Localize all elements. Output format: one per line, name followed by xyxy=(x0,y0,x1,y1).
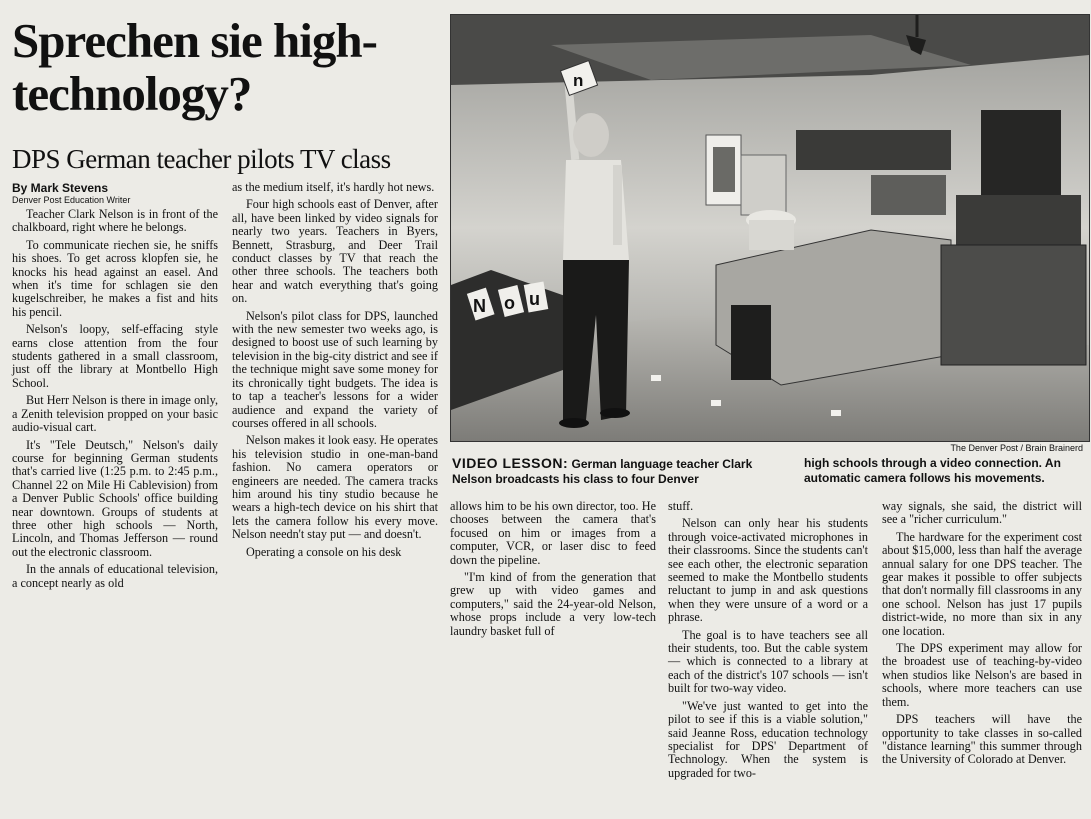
paragraph: Nelson makes it look easy. He operates his television studio in one-man-band fashion. No camera operators or engineers are needed. The camera tracks him around his tiny studio because he wears a high-tech device on his shirt that lets the camera follow his every move. Nelson needn't stay put — and doesn't. xyxy=(232,433,438,542)
paragraph: To communicate riechen sie, he sniffs his shoes. To get across klopfen sie, he knocks his head against an easel. And when it's time for schlagen sie den kugelschreiber, he makes a fist and hits his pencil. xyxy=(12,237,218,319)
photo-illustration xyxy=(451,15,1089,441)
paragraph: way signals, she said, the district will see a "richer curriculum." xyxy=(882,499,1082,527)
caption-lead: VIDEO LESSON: xyxy=(452,455,569,471)
paragraph: It's "Tele Deutsch," Nelson's daily course for beginning German students that's carried live (1:25 p.m. to 2:45 p.m., Channel 22 on Mile Hi Cablevision) from a Denver Public Schools' office building near downtown. Groups of students at three other high schools — North, Lincoln, and Thomas Jefferson — round out the electronic classroom. xyxy=(12,437,218,559)
article-column-4 xyxy=(668,500,868,784)
article-column-2 xyxy=(232,181,438,563)
paragraph: DPS teachers will have the opportunity to take classes in so-called "distance learning" this summer through the University of Colorado at Denver. xyxy=(882,712,1082,767)
paragraph: The DPS experiment may allow for the broadest use of teaching-by-video when studios like Nelson's are based in schools, where more teachers can use them. xyxy=(882,641,1082,709)
paragraph: "I'm kind of from the generation that grew up with video games and computers," said the 24-year-old Nelson, whose props include a very low-tech laundry basket full of xyxy=(450,570,656,638)
byline xyxy=(12,181,222,206)
article-column-5 xyxy=(882,500,1082,771)
paragraph: The hardware for the experiment cost about $15,000, less than half the average annual salary for one DPS teacher. The gear makes it possible to offer subjects that don't normally fill classrooms in any one school. Nelson has just 17 pupils district-wide, no more than six in any one location. xyxy=(882,529,1082,638)
board-card-letter: o xyxy=(504,293,515,313)
paragraph: "We've just wanted to get into the pilot to see if this is a viable solution," said Jeanne Ross, education technology specialist for DPS' Department of Technology. When the system is upgraded for two- xyxy=(668,698,868,780)
byline-name: By Mark Stevens xyxy=(12,181,109,195)
classroom-photo xyxy=(450,14,1090,442)
paragraph: But Herr Nelson is there in image only, a Zenith television propped on your basic audio-visual cart. xyxy=(12,393,218,435)
photo-credit: The Denver Post / Brain Brainerd xyxy=(950,443,1083,453)
paragraph: The goal is to have teachers see all their students, too. But the cable system — which is connected to a library at each of the district's 107 schools — isn't built for two-way video. xyxy=(668,627,868,696)
paragraph: as the medium itself, it's hardly hot news. xyxy=(232,180,435,194)
board-card-letter: u xyxy=(529,289,540,309)
held-card-letter: n xyxy=(573,71,584,90)
paragraph: Nelson can only hear his students through voice-activated microphones in their classrooms. Since the students can't see each other, the electronic separation seemed to make the Montbello students reluctant to jump in and ask questions when they were unsure of a word or a phrase. xyxy=(668,516,868,625)
deck-subheadline: DPS German teacher pilots TV class xyxy=(12,144,391,174)
byline-role: Denver Post Education Writer xyxy=(12,195,131,205)
caption-text-1: German language teacher Clark Nelson broadcasts his class to four Denver xyxy=(452,457,753,486)
board-card-letter: N xyxy=(473,296,486,316)
paragraph: stuff. xyxy=(668,499,694,513)
paragraph: Teacher Clark Nelson is in front of the chalkboard, right where he belongs. xyxy=(12,207,218,235)
caption-part-1 xyxy=(452,456,782,487)
paragraph: allows him to be his own director, too. He chooses between the camera that's focused on him or images from a computer, VCR, or laser disc to feed down the pipeline. xyxy=(450,499,656,567)
paragraph: In the annals of educational television, a concept nearly as old xyxy=(12,562,218,590)
paragraph: Nelson's loopy, self-effacing style earns close attention from the four students gathered in a small classroom, just off the library at Montbello High School. xyxy=(12,322,218,390)
paragraph: Operating a console on his desk xyxy=(246,544,402,559)
paragraph: Nelson's pilot class for DPS, launched with the new semester two weeks ago, is designed to boost use of such learning by television in the big-city district and see if the technique might save some money for its chronically tight budgets. The idea is to tap a teacher's lessons for a wider audience and expand the variety of courses offered in all schools. xyxy=(232,308,438,430)
paragraph: Four high schools east of Denver, after all, have been linked by video signals for nearly two years. Teachers in Byers, Bennett, Strasburg, and Deer Trail conduct classes by TV that reach the other three schools. The teachers both hear and watch everything that's going on. xyxy=(232,197,438,306)
caption-part-2: high schools through a video connection. An automatic camera follows his movements. xyxy=(804,456,1061,485)
article-column-1 xyxy=(12,208,218,594)
headline: Sprechen sie high-technology? xyxy=(12,13,377,121)
article-column-3 xyxy=(450,500,656,642)
